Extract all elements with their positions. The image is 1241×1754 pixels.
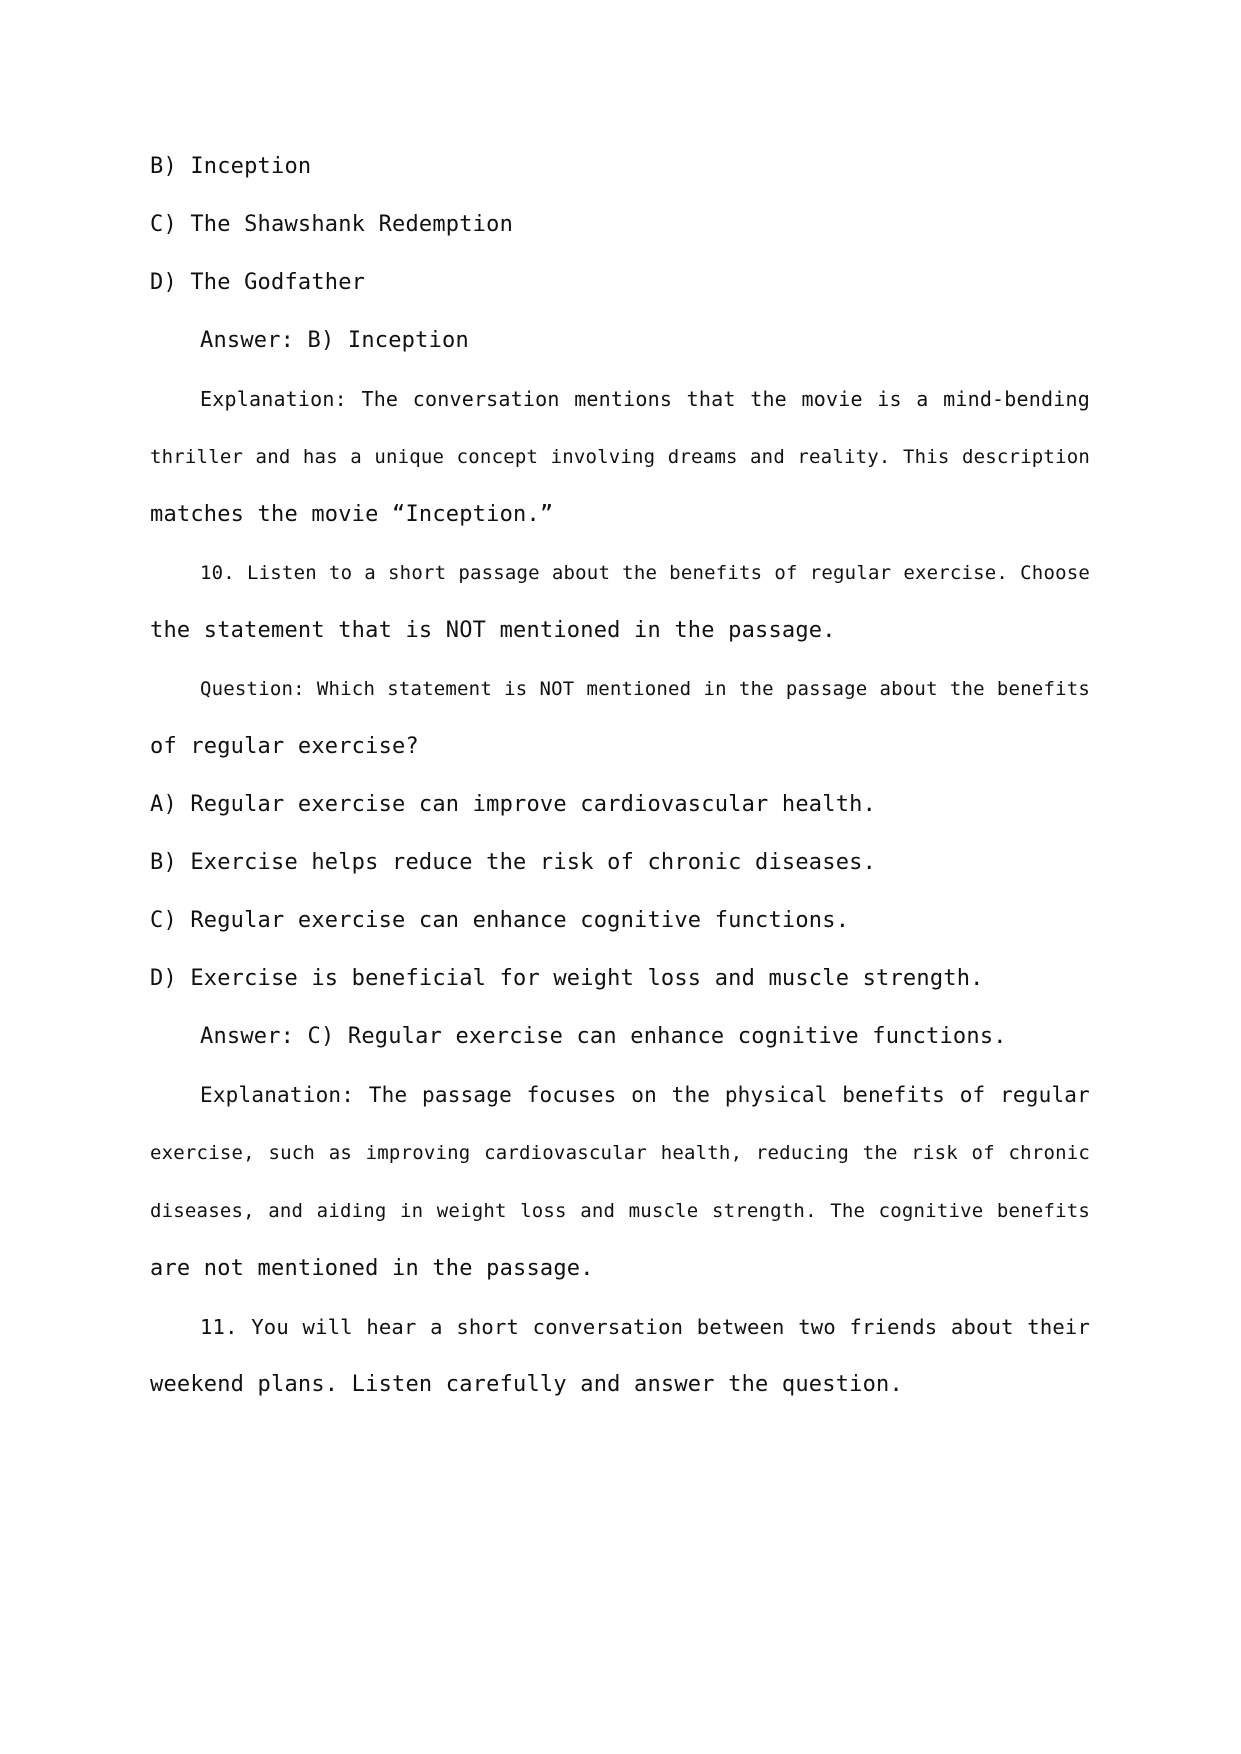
q10-question-line-1: Question: Which statement is NOT mentioned in the passage about the benefits — [200, 678, 1090, 700]
q10-question-line-2: of regular exercise? — [150, 734, 419, 759]
q11-prompt-line-1: 11. You will hear a short conversation between two friends about their — [200, 1315, 1090, 1339]
q10-answer: Answer: C) Regular exercise can enhance cognitive functions. — [200, 1024, 1007, 1049]
q9-answer: Answer: B) Inception — [200, 328, 469, 353]
q9-option-b: B) Inception — [150, 154, 312, 179]
q10-prompt-line-1: 10. Listen to a short passage about the benefits of regular exercise. Choose — [200, 562, 1090, 584]
q10-explanation-line-4: are not mentioned in the passage. — [150, 1256, 594, 1281]
q9-explanation-line-3: matches the movie “Inception.” — [150, 502, 554, 527]
q9-explanation-line-1: Explanation: The conversation mentions that the movie is a mind-bending — [200, 387, 1090, 411]
q10-option-c: C) Regular exercise can enhance cognitive functions. — [150, 908, 850, 933]
q10-explanation-line-2: exercise, such as improving cardiovascular health, reducing the risk of chronic — [150, 1142, 1090, 1164]
q10-option-d: D) Exercise is beneficial for weight loss and muscle strength. — [150, 966, 984, 991]
q10-option-a: A) Regular exercise can improve cardiovascular health. — [150, 792, 877, 817]
q10-explanation-line-3: diseases, and aiding in weight loss and muscle strength. The cognitive benefits — [150, 1200, 1090, 1222]
q9-explanation-line-2: thriller and has a unique concept involving dreams and reality. This description — [150, 446, 1090, 468]
q9-option-d: D) The Godfather — [150, 270, 366, 295]
q9-option-c: C) The Shawshank Redemption — [150, 212, 514, 237]
q11-prompt-line-2: weekend plans. Listen carefully and answer the question. — [150, 1372, 903, 1397]
q10-prompt-line-2: the statement that is NOT mentioned in the passage. — [150, 618, 836, 643]
q10-option-b: B) Exercise helps reduce the risk of chronic diseases. — [150, 850, 877, 875]
q10-explanation-line-1: Explanation: The passage focuses on the physical benefits of regular — [200, 1083, 1090, 1107]
